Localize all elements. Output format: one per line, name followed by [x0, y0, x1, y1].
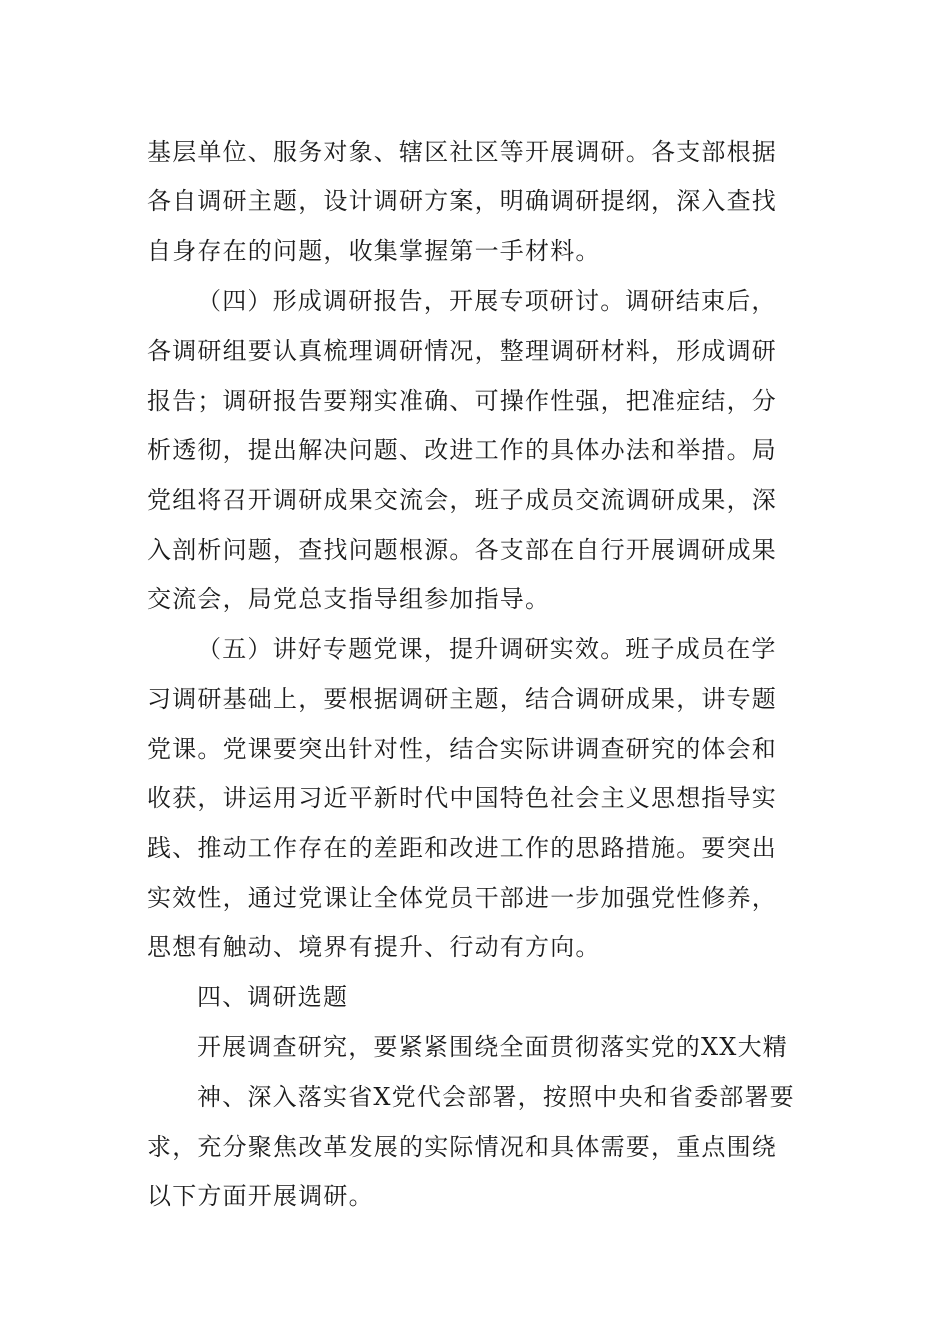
section-4-line-5: 党组将召开调研成果交流会，班子成员交流调研成果，深 [147, 486, 777, 514]
paragraph-3-line-3: 自身存在的问题，收集掌握第一手材料。 [147, 237, 601, 265]
section-5-line-3: 党课。党课要突出针对性，结合实际讲调查研究的体会和 [147, 735, 777, 763]
section-4-line-7: 交流会，局党总支指导组参加指导。 [147, 585, 551, 613]
section-4-heading-line: （四）形成调研报告，开展专项研讨。调研结束后， [197, 287, 777, 315]
section-5-heading-line: （五）讲好专题党课，提升调研实效。班子成员在学 [197, 635, 777, 663]
section-5-line-6: 实效性，通过党课让全体党员干部进一步加强党性修养， [147, 884, 777, 912]
section-5-line-5: 践、推动工作存在的差距和改进工作的思路措施。要突出 [147, 834, 777, 862]
section-5-line-2: 习调研基础上，要根据调研主题，结合调研成果，讲专题 [147, 685, 777, 713]
section-4-line-6: 入剖析问题，查找问题根源。各支部在自行开展调研成果 [147, 536, 777, 564]
paragraph-3-line-2: 各自调研主题，设计调研方案，明确调研提纲，深入查找 [147, 187, 777, 215]
topics-paragraph-line-4: 以下方面开展调研。 [147, 1182, 374, 1210]
topics-paragraph-line-1: 开展调查研究，要紧紧围绕全面贯彻落实党的XX大精 [197, 1033, 788, 1061]
section-4-line-4: 析透彻，提出解决问题、改进工作的具体办法和举措。局 [147, 436, 777, 464]
section-5-line-7: 思想有触动、境界有提升、行动有方向。 [147, 933, 601, 961]
section-4-line-2: 各调研组要认真梳理调研情况，整理调研材料，形成调研 [147, 337, 777, 365]
chapter-4-heading: 四、调研选题 [197, 983, 349, 1011]
topics-paragraph-line-2: 神、深入落实省X党代会部署，按照中央和省委部署要 [197, 1083, 795, 1111]
section-4-line-3: 报告；调研报告要翔实准确、可操作性强，把准症结，分 [147, 387, 777, 415]
section-5-line-4: 收获，讲运用习近平新时代中国特色社会主义思想指导实 [147, 784, 777, 812]
paragraph-3-line-1: 基层单位、服务对象、辖区社区等开展调研。各支部根据 [147, 138, 777, 166]
topics-paragraph-line-3: 求，充分聚焦改革发展的实际情况和具体需要，重点围绕 [147, 1133, 777, 1161]
